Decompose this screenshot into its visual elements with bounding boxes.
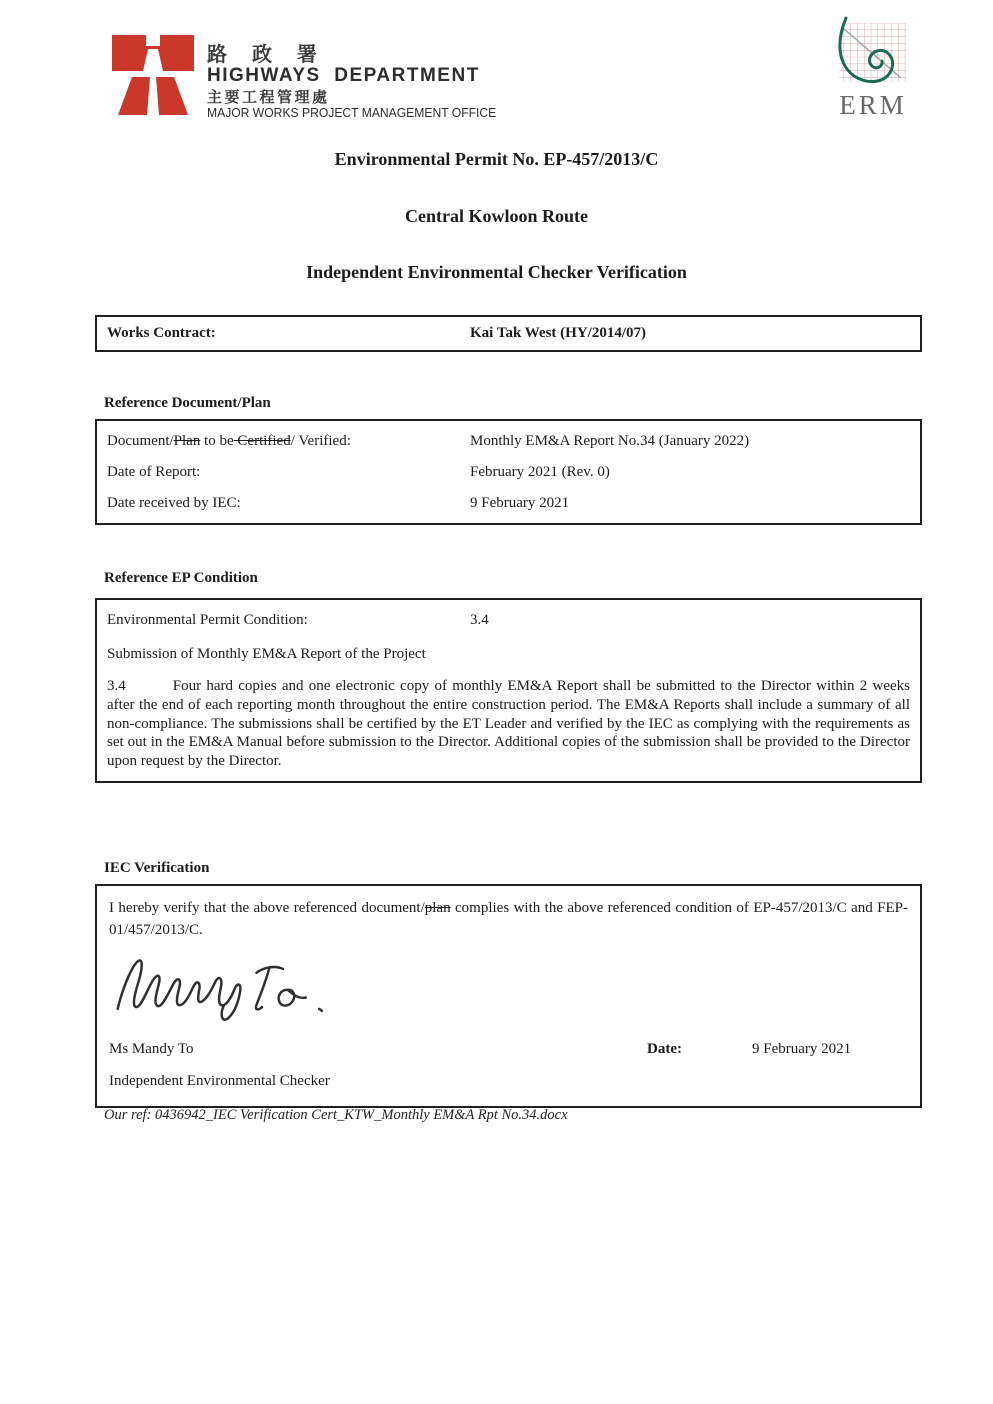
office-name-chinese: 主要工程管理處 (207, 87, 330, 106)
signatory-title-row (109, 1073, 908, 1094)
date-label: Date: (647, 1040, 682, 1057)
highways-department-logo-icon (110, 33, 196, 117)
reference-document-heading: Reference Document/Plan (104, 395, 271, 411)
struck-certified-text: Certified (233, 433, 291, 449)
document-verified-label: Document/Plan to be Certified/ Verified: (107, 433, 351, 449)
permit-number-title: Environmental Permit No. EP-457/2013/C (334, 149, 659, 169)
reference-ep-heading: Reference EP Condition (104, 570, 258, 586)
signature-image (107, 950, 345, 1026)
document-verified-row (107, 433, 910, 450)
document-type-title: Independent Environmental Checker Verification (306, 262, 687, 282)
verification-statement: I hereby verify that the above referenced document/plan complies with the above referenced condition of EP-457/2013/C and FEP-01/457/2013/C. (109, 900, 908, 938)
clause-number: 3.4 (107, 678, 126, 694)
date-of-report-row (107, 464, 910, 481)
document-verified-value: Monthly EM&A Report No.34 (January 2022) (470, 433, 750, 449)
highways-department-letterhead (110, 33, 505, 121)
date-of-report-label: Date of Report: (107, 464, 201, 480)
office-name-english: MAJOR WORKS PROJECT MANAGEMENT OFFICE (207, 105, 497, 120)
project-title: Central Kowloon Route (405, 206, 588, 226)
ep-clause-paragraph (107, 677, 910, 771)
clause-text: Four hard copies and one electronic copy of monthly EM&A Report shall be submitted to the Director within 2 weeks after the end of each reporting month throughout the entire construction period. The EM&A Reports shall include a summary of all non-compliance. The submissions shall be certified by the ET Leader and verified by the IEC as complying with the requirements as set out in the EM&A Manual before submission to the Director. Additional copies of the submission shall be provided to the Director upon request by the Director. (107, 678, 910, 769)
iec-verification-heading: IEC Verification (104, 860, 210, 876)
date-received-row (107, 495, 910, 512)
struck-plan-text: Plan (173, 433, 201, 449)
signatory-date-row (109, 1041, 908, 1062)
submission-line: Submission of Monthly EM&A Report of the Project (107, 646, 426, 662)
ep-condition-value: 3.4 (470, 612, 489, 628)
date-received-label: Date received by IEC: (107, 495, 241, 511)
dept-name-english: HIGHWAYS DEPARTMENT (207, 65, 480, 86)
works-contract-row (107, 325, 910, 342)
ep-condition-row (107, 612, 910, 629)
works-contract-value: Kai Tak West (HY/2014/07) (470, 325, 647, 341)
struck-plan-text: plan (424, 900, 451, 916)
erm-logo-icon (830, 16, 916, 90)
date-of-report-value: February 2021 (Rev. 0) (470, 464, 610, 480)
signature-area (107, 950, 908, 1026)
date-received-value: 9 February 2021 (470, 495, 570, 511)
our-ref-line: Our ref: 0436942_IEC Verification Cert_KTW_Monthly EM&A Rpt No.34.docx (104, 1107, 568, 1123)
letterhead-text (207, 33, 505, 121)
reference-ep-box (95, 598, 922, 783)
dept-name-chinese: 路 政 署 (207, 42, 326, 66)
reference-document-box (95, 419, 922, 525)
erm-wordmark: ERM (839, 90, 907, 120)
iec-verification-box (95, 884, 922, 1108)
works-contract-box (95, 315, 922, 352)
erm-letterhead (828, 16, 918, 119)
date-value: 9 February 2021 (752, 1040, 852, 1057)
works-contract-label: Works Contract: (107, 325, 216, 341)
signatory-name: Ms Mandy To (109, 1040, 194, 1057)
ep-condition-label: Environmental Permit Condition: (107, 612, 308, 628)
signatory-title: Independent Environmental Checker (109, 1072, 330, 1089)
